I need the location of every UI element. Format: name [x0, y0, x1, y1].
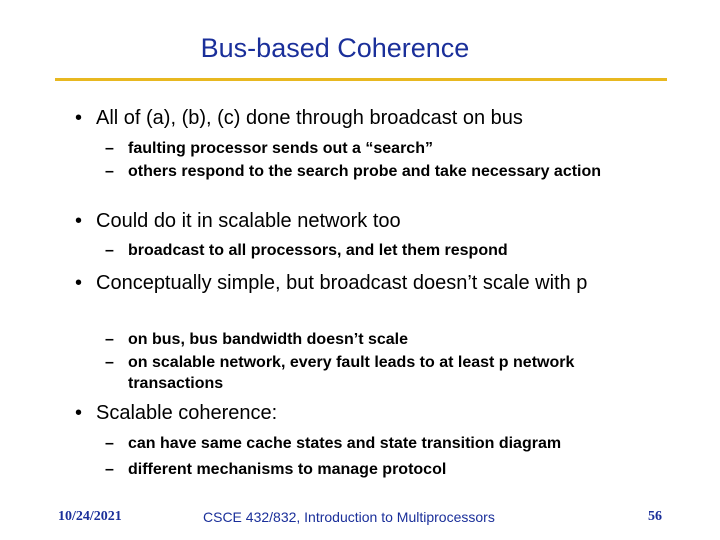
- bullet-1-sub-2-text: others respond to the search probe and take necessary action: [128, 163, 602, 180]
- dash-marker: –: [105, 242, 114, 259]
- bullet-4-text: Scalable coherence:: [96, 402, 278, 424]
- bullet-marker: •: [75, 107, 83, 129]
- bullet-marker: •: [75, 210, 83, 232]
- bullet-3-sub-1: [105, 329, 665, 350]
- bullet-2-sub-1-text: broadcast to all processors, and let them respond: [128, 242, 508, 259]
- dash-marker: –: [105, 435, 114, 452]
- bullet-4: [75, 402, 675, 425]
- dash-marker: –: [105, 354, 114, 371]
- bullet-marker: •: [75, 402, 83, 424]
- dash-marker: –: [105, 163, 114, 180]
- footer-page-number: 56: [648, 509, 662, 524]
- bullet-2-text: Could do it in scalable network too: [96, 210, 401, 232]
- bullet-3: [75, 272, 615, 295]
- bullet-4-sub-2-text: different mechanisms to manage protocol: [128, 461, 447, 478]
- bullet-3-text: Conceptually simple, but broadcast doesn’t scale with p: [96, 272, 588, 294]
- dash-marker: –: [105, 461, 114, 478]
- bullet-1-sub-2: [105, 161, 625, 182]
- title-underline: [55, 78, 667, 81]
- bullet-4-sub-1-text: can have same cache states and state transition diagram: [128, 435, 562, 452]
- footer-date: 10/24/2021: [58, 509, 122, 524]
- bullet-1: [75, 107, 675, 130]
- bullet-1-sub-1: [105, 138, 665, 159]
- bullet-3-sub-2-text: on scalable network, every fault leads to at least p network transactions: [128, 354, 575, 392]
- bullet-4-sub-1: [105, 433, 665, 454]
- dash-marker: –: [105, 140, 114, 157]
- bullet-3-sub-1-text: on bus, bus bandwidth doesn’t scale: [128, 331, 409, 348]
- bullet-2: [75, 210, 675, 233]
- bullet-2-sub-1: [105, 240, 665, 261]
- bullet-marker: •: [75, 272, 83, 294]
- bullet-4-sub-2: [105, 459, 665, 480]
- slide-title: Bus-based Coherence: [200, 33, 470, 63]
- footer-course-title: CSCE 432/832, Introduction to Multiprocessors: [203, 509, 495, 525]
- dash-marker: –: [105, 331, 114, 348]
- bullet-3-sub-2: [105, 352, 655, 394]
- bullet-1-text: All of (a), (b), (c) done through broadcast on bus: [96, 107, 523, 129]
- bullet-1-sub-1-text: faulting processor sends out a “search”: [128, 140, 433, 157]
